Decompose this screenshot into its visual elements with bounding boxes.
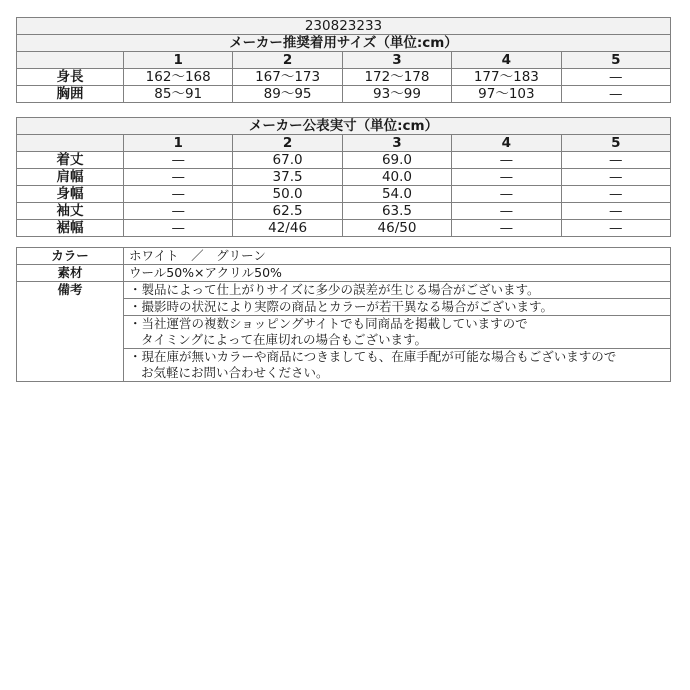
table-cell: — <box>561 86 670 103</box>
table-cell: 93～99 <box>342 86 451 103</box>
table-cell: 89～95 <box>233 86 342 103</box>
row-label: 着丈 <box>17 152 124 169</box>
size-col-header: 2 <box>233 135 342 152</box>
table-cell: — <box>561 203 670 220</box>
row-label: 肩幅 <box>17 169 124 186</box>
product-code-row <box>17 18 671 35</box>
table-cell: 50.0 <box>233 186 342 203</box>
size-col-header: 4 <box>452 52 561 69</box>
table-cell: 62.5 <box>233 203 342 220</box>
note-item <box>124 282 671 299</box>
color-row <box>17 248 671 265</box>
size-header-row <box>17 135 671 152</box>
table-row <box>17 152 671 169</box>
note-item <box>124 349 671 382</box>
table-cell: — <box>452 203 561 220</box>
note-line: ・製品によって仕上がりサイズに多少の誤差が生じる場合がございます。 <box>129 282 540 297</box>
recommended-size-title: メーカー推奨着用サイズ（単位:cm） <box>17 35 671 52</box>
size-col-header: 4 <box>452 135 561 152</box>
table-cell: 40.0 <box>342 169 451 186</box>
table-cell: 85～91 <box>124 86 233 103</box>
table-cell: — <box>124 186 233 203</box>
table-cell: — <box>452 220 561 237</box>
table-cell: — <box>124 169 233 186</box>
notes-label: 備考 <box>17 282 124 382</box>
table-title-row <box>17 35 671 52</box>
table-cell: 172～178 <box>342 69 451 86</box>
table-cell: 167～173 <box>233 69 342 86</box>
table-row <box>17 169 671 186</box>
row-label: 裾幅 <box>17 220 124 237</box>
material-row <box>17 265 671 282</box>
table-cell: — <box>124 152 233 169</box>
actual-size-table <box>16 117 671 237</box>
product-info-table <box>16 247 671 382</box>
table-cell: 37.5 <box>233 169 342 186</box>
size-col-header: 5 <box>561 52 670 69</box>
size-col-header: 3 <box>342 52 451 69</box>
note-item <box>124 299 671 316</box>
table-row <box>17 186 671 203</box>
note-line: ・当社運営の複数ショッピングサイトでも同商品を掲載していますので <box>129 316 528 331</box>
table-cell: 63.5 <box>342 203 451 220</box>
table-cell: — <box>452 186 561 203</box>
table-cell: — <box>561 169 670 186</box>
table-cell: — <box>124 220 233 237</box>
corner-cell <box>17 135 124 152</box>
product-code: 230823233 <box>17 18 671 35</box>
color-label: カラー <box>17 248 124 265</box>
table-cell: 97～103 <box>452 86 561 103</box>
note-line: お気軽にお問い合わせください。 <box>141 365 329 380</box>
row-label: 身幅 <box>17 186 124 203</box>
note-line: ・撮影時の状況により実際の商品とカラーが若干異なる場合がございます。 <box>129 299 554 314</box>
row-label: 胸囲 <box>17 86 124 103</box>
material-value: ウール50%×アクリル50% <box>124 265 671 282</box>
note-item <box>124 316 671 349</box>
table-title-row <box>17 118 671 135</box>
actual-size-title: メーカー公表実寸（単位:cm） <box>17 118 671 135</box>
table-cell: 67.0 <box>233 152 342 169</box>
corner-cell <box>17 52 124 69</box>
table-row <box>17 69 671 86</box>
notes-row <box>17 282 671 299</box>
table-cell: — <box>561 186 670 203</box>
size-col-header: 1 <box>124 135 233 152</box>
table-cell: 42/46 <box>233 220 342 237</box>
table-cell: 46/50 <box>342 220 451 237</box>
note-line: タイミングによって在庫切れの場合もございます。 <box>141 332 428 347</box>
size-col-header: 1 <box>124 52 233 69</box>
size-col-header: 5 <box>561 135 670 152</box>
table-row <box>17 86 671 103</box>
size-col-header: 3 <box>342 135 451 152</box>
row-label: 身長 <box>17 69 124 86</box>
table-cell: — <box>124 203 233 220</box>
table-cell: 54.0 <box>342 186 451 203</box>
table-row <box>17 203 671 220</box>
size-header-row <box>17 52 671 69</box>
table-cell: — <box>452 152 561 169</box>
color-value: ホワイト ／ グリーン <box>124 248 671 265</box>
row-label: 袖丈 <box>17 203 124 220</box>
recommended-size-table <box>16 17 671 103</box>
table-cell: — <box>561 152 670 169</box>
size-col-header: 2 <box>233 52 342 69</box>
table-cell: — <box>561 69 670 86</box>
note-line: ・現在庫が無いカラーや商品につきましても、在庫手配が可能な場合もございますので <box>129 349 617 364</box>
table-cell: — <box>452 169 561 186</box>
table-cell: — <box>561 220 670 237</box>
table-cell: 177～183 <box>452 69 561 86</box>
material-label: 素材 <box>17 265 124 282</box>
table-cell: 69.0 <box>342 152 451 169</box>
table-row <box>17 220 671 237</box>
table-cell: 162～168 <box>124 69 233 86</box>
